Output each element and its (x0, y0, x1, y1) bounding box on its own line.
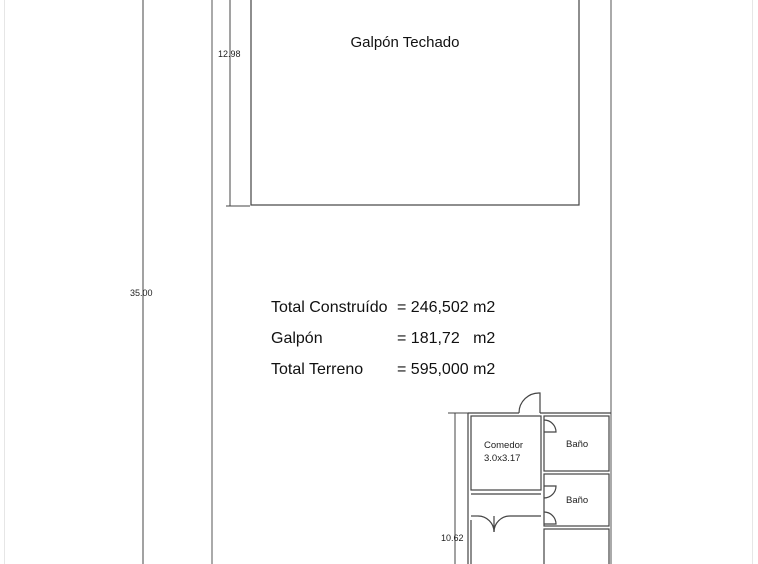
galpon-height-label: 12.98 (218, 49, 241, 59)
annex-height-label: 10.62 (441, 533, 464, 543)
galpon-techado (251, 0, 579, 205)
lower-double-door-left (478, 516, 494, 532)
summary-label-galpon: Galpón (271, 330, 323, 347)
lower-room (544, 529, 609, 564)
area-summary (271, 299, 495, 378)
comedor-name: Comedor (484, 440, 524, 451)
galpon-label: Galpón Techado (350, 34, 460, 51)
corridor-door (544, 512, 556, 524)
summary-label-total-construido: Total Construído (271, 299, 388, 316)
summary-value-total-construido: = 246,502 m2 (397, 299, 496, 316)
bano-2-name: Baño (566, 495, 589, 506)
bano-2-door (544, 486, 556, 498)
galpon-height-dimension (226, 0, 250, 206)
bano-1-name: Baño (566, 439, 589, 450)
comedor-size: 3.0x3.17 (484, 453, 521, 464)
comedor-entry-door (519, 393, 540, 413)
bano-1-door (544, 420, 556, 432)
summary-value-galpon: = 181,72 m2 (397, 330, 496, 347)
summary-label-total-terreno: Total Terreno (271, 361, 364, 378)
lower-double-door-right (494, 516, 510, 532)
annex-block (468, 393, 611, 564)
total-length-label: 35.00 (130, 288, 153, 298)
summary-value-total-terreno: = 595,000 m2 (397, 361, 496, 378)
property-outline (212, 0, 611, 564)
